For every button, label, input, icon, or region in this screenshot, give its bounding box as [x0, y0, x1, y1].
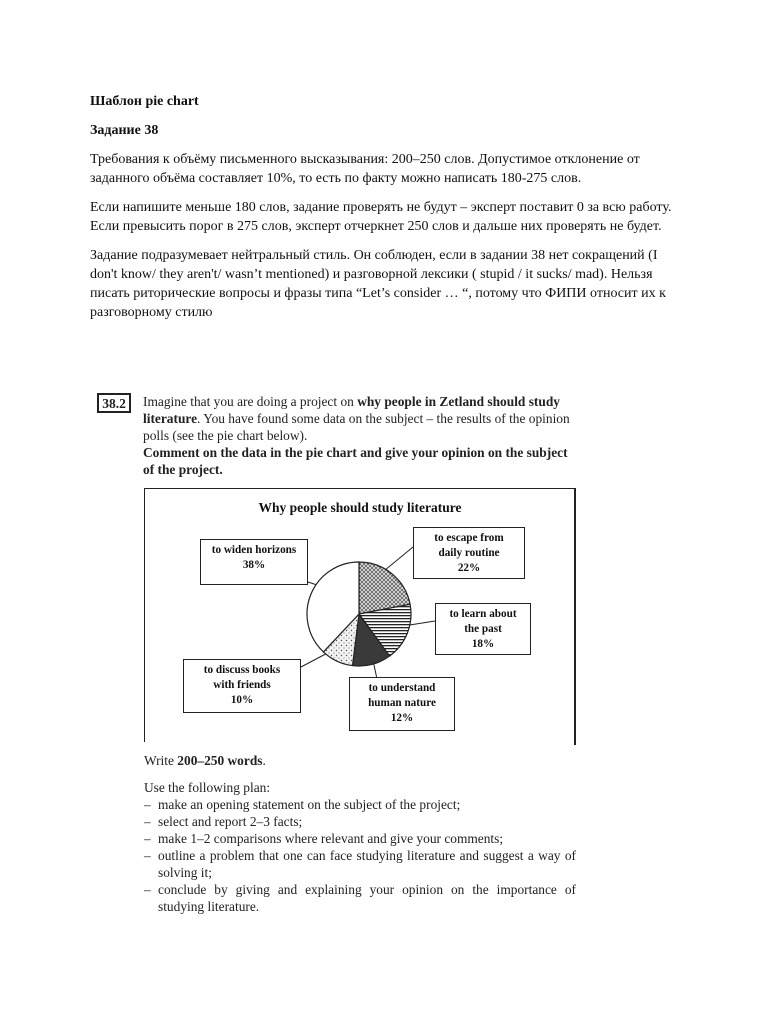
- doc-paragraph-limits: Если напишите меньше 180 слов, задание проверять не будут – эксперт поставит 0 за всю работу. Если превысить порог в 275 слов, эксперт отчеркнет 250 слов и дальше них проверять не будет.: [90, 200, 672, 234]
- chart-title: Why people should study literature: [258, 500, 462, 515]
- callout-label: human nature: [368, 697, 436, 709]
- task-intro-2: . You have found some data on the subject – the results of the opinion polls (see the pie chart below).: [143, 411, 570, 443]
- task-instruction: Comment on the data in the pie chart and give your opinion on the subject of the project.: [143, 445, 568, 477]
- word-count: 200–250 words: [177, 753, 263, 768]
- doc-subheading: Задание 38: [90, 123, 159, 138]
- callout-discuss-books: [183, 659, 301, 713]
- callout-value: 22%: [457, 562, 481, 574]
- plan-item: – conclude by giving and explaining your opinion on the importance of studying literature.: [144, 881, 576, 915]
- callout-label: with friends: [213, 679, 271, 691]
- plan-item: – outline a problem that one can face studying literature and suggest a way of solving it;: [144, 847, 576, 881]
- pie-slices: [307, 562, 411, 666]
- doc-heading: Шаблон pie chart: [90, 94, 199, 109]
- callout-value: 18%: [471, 638, 495, 650]
- task-block: [97, 393, 577, 478]
- word-count-line: [144, 752, 576, 769]
- document-body: [90, 92, 680, 332]
- doc-paragraph-requirements: Требования к объёму письменного высказывания: 200–250 слов. Допустимое отклонение от заданного объёма составляет 10%, то есть по факту можно написать 180-275 слов.: [90, 152, 640, 186]
- callout-learn-past: [435, 603, 531, 655]
- plan-item: – select and report 2–3 facts;: [144, 813, 576, 830]
- pie-chart-frame: [144, 488, 576, 742]
- write-prefix: Write: [144, 753, 178, 768]
- task-intro-1: Imagine that you are doing a project on: [143, 394, 358, 409]
- callout-label: daily routine: [438, 547, 500, 559]
- callout-label: to escape from: [434, 532, 504, 544]
- plan-item: – make an opening statement on the subject of the project;: [144, 796, 576, 813]
- callout-label: to learn about: [449, 608, 517, 620]
- plan-item: – make 1–2 comparisons where relevant and give your comments;: [144, 830, 576, 847]
- write-instructions: [144, 752, 576, 915]
- callout-value: 38%: [242, 559, 266, 571]
- callout-value: 12%: [390, 712, 414, 724]
- callout-widen-horizons: [200, 539, 308, 585]
- task-number-box: 38.2: [97, 393, 131, 413]
- plan-intro: Use the following plan:: [144, 780, 271, 795]
- callout-label: to widen horizons: [211, 544, 297, 556]
- task-intro-bold: why people in Zetland should study literature: [143, 394, 560, 426]
- callout-label: the past: [464, 623, 502, 635]
- callout-value: 10%: [230, 694, 254, 706]
- callout-label: to discuss books: [203, 664, 281, 676]
- callout-escape-routine: [413, 527, 525, 579]
- plan-list: [144, 796, 576, 915]
- task-prompt: [143, 393, 577, 478]
- callout-understand-nature: [349, 677, 455, 731]
- write-suffix: .: [262, 753, 266, 768]
- callout-label: to understand: [368, 682, 436, 694]
- doc-paragraph-style: Задание подразумевает нейтральный стиль. Он соблюден, если в задании 38 нет сокращений (I don't know/ they aren't/ wasn’t mentioned) и разговорной лексики ( stupid / it sucks/ mad). Нельзя писать риторические вопросы и фразы типа “Let’s consider … “, потому что ФИПИ относит их к разговорному стилю: [90, 248, 666, 320]
